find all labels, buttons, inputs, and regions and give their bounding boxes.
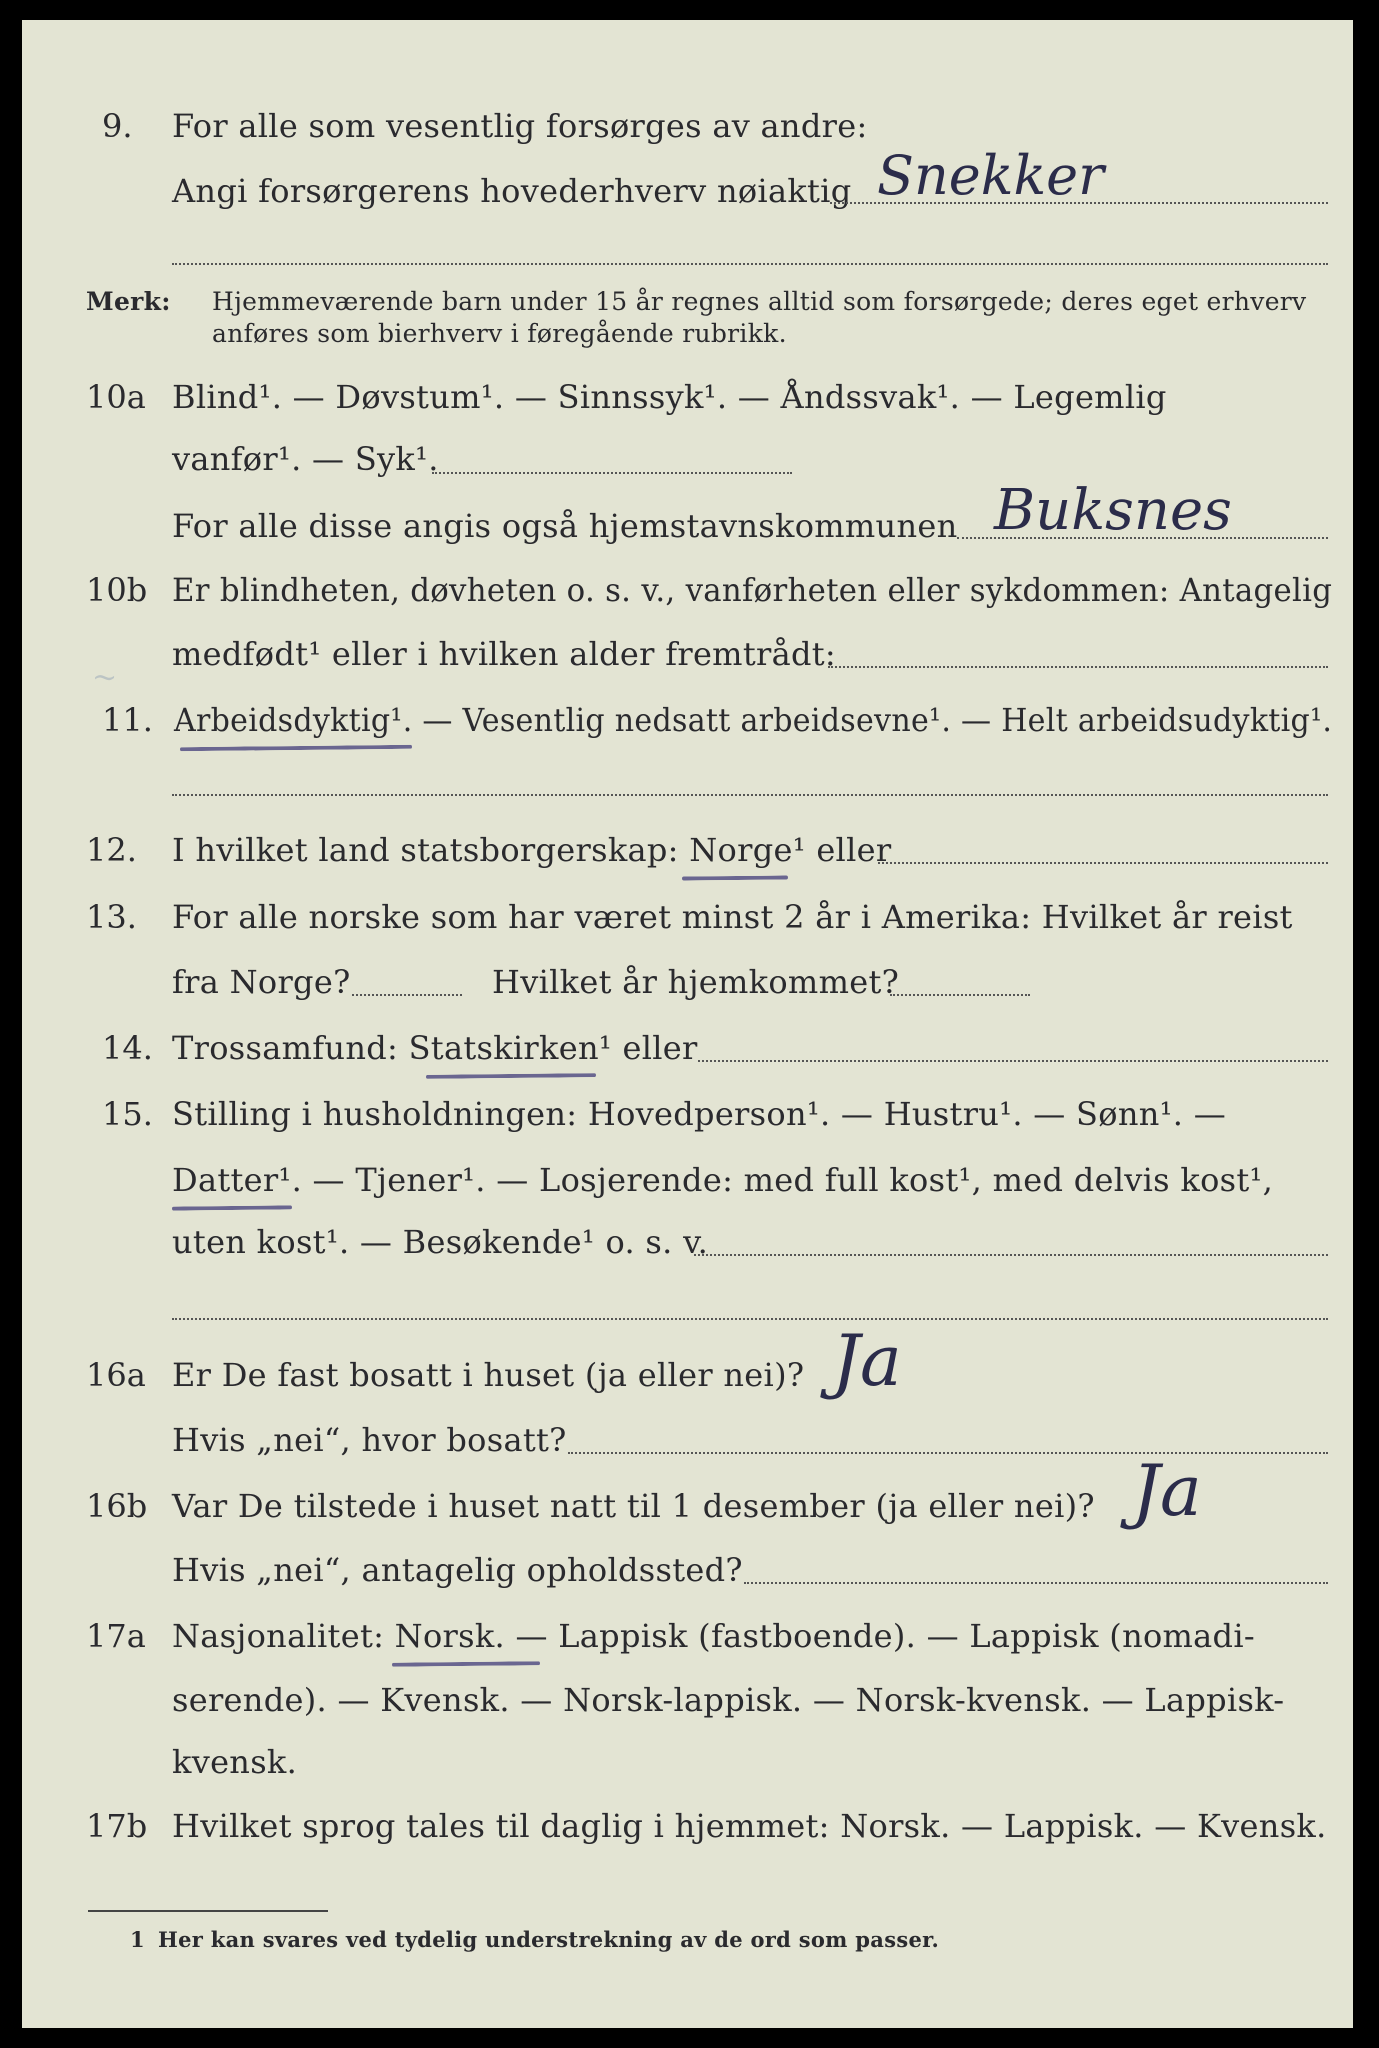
question-number-9: 9. [102,107,133,145]
merk-line-1: Hjemmeværende barn under 15 år regnes alltid som forsørgede; deres eget erhverv [212,287,1307,316]
bleed-through-mark: ~ [90,659,119,696]
q17a-line-3: kvensk. [172,1743,298,1781]
question-number-16b: 16b [86,1487,148,1525]
q10a-line-1: Blind¹. — Døvstum¹. — Sinnssyk¹. — Åndssvak¹. — Legemlig [172,378,1167,416]
q16a-handwritten-answer: Ja [832,1320,902,1402]
q11-extra-line[interactable] [172,794,1328,796]
question-number-10b: 10b [86,571,148,609]
q14-line-1: Trossamfund: Statskirken¹ eller [172,1029,698,1067]
q9-line-1: For alle som vesentlig forsørges av andre: [172,107,868,145]
q15-extra-line[interactable] [172,1318,1328,1320]
q16a-line-1: Er De fast bosatt i huset (ja eller nei)? [172,1356,805,1394]
q12-line-1: I hvilket land statsborgerskap: Norge¹ eller [172,831,892,869]
underline-norge [682,875,788,880]
q13-hjemkommet-line[interactable] [890,994,1030,996]
q9-extra-line[interactable] [172,263,1328,265]
q12-answer-line[interactable] [878,862,1328,864]
q9-line-2: Angi forsørgerens hovederhverv nøiaktig [172,172,852,210]
q17a-line-2: serende). — Kvensk. — Norsk-lappisk. — Norsk-kvensk. — Lappisk- [172,1681,1285,1719]
q10b-answer-line[interactable] [828,666,1328,668]
question-number-17a: 17a [86,1617,146,1655]
q13-line-2a: fra Norge? [172,963,351,1001]
q17a-line-1: Nasjonalitet: Norsk. — Lappisk (fastboende). — Lappisk (nomadi- [172,1617,1255,1655]
q17b-line-1: Hvilket sprog tales til daglig i hjemmet: Norsk. — Lappisk. — Kvensk. [172,1807,1327,1845]
footnote-rule [88,1910,328,1912]
q10a-line-2: vanfør¹. — Syk¹. [172,440,439,478]
q15-line-3: uten kost¹. — Besøkende¹ o. s. v. [172,1223,709,1261]
q16a-line-2: Hvis „nei“, hvor bosatt? [172,1421,567,1459]
q10a-syk-line[interactable] [432,472,792,474]
q15-line-1: Stilling i husholdningen: Hovedperson¹. — Hustru¹. — Sønn¹. — [172,1095,1227,1133]
q9-handwritten-answer: Snekker [877,144,1104,207]
question-number-16a: 16a [86,1356,146,1394]
q11-line-1: Arbeidsdyktig¹. — Vesentlig nedsatt arbeidsevne¹. — Helt arbeidsudyktig¹. [174,701,1333,739]
q13-line-1: For alle norske som har været minst 2 år i Amerika: Hvilket år reist [172,898,1293,936]
question-number-11: 11. [102,701,153,739]
q10a-handwritten-answer: Buksnes [994,478,1232,543]
underline-arbeidsdyktig [180,745,412,751]
question-number-12: 12. [86,831,137,869]
q15-line-2: Datter¹. — Tjener¹. — Losjerende: med full kost¹, med delvis kost¹, [172,1161,1274,1199]
question-number-13: 13. [86,898,137,936]
q10b-line-1: Er blindheten, døvheten o. s. v., vanførheten eller sykdommen: Antagelig [172,571,1333,609]
footnote-mark: 1 [130,1927,145,1952]
merk-line-2: anføres som bierhverv i føregående rubrikk. [212,319,787,348]
merk-label: Merk: [86,287,171,316]
q16b-line-2: Hvis „nei“, antagelig opholdssted? [172,1551,743,1589]
q16b-answer-line[interactable] [744,1582,1328,1584]
census-form-page [22,20,1353,2028]
underline-statskirken [426,1073,596,1079]
underline-datter [172,1205,292,1210]
q16b-line-1: Var De tilstede i huset natt til 1 desember (ja eller nei)? [172,1487,1095,1525]
footnote-text: Her kan svares ved tydelig understrekning av de ord som passer. [158,1927,940,1952]
question-number-15: 15. [102,1095,153,1133]
underline-norsk [392,1661,540,1667]
q13-line-2b: Hvilket år hjemkommet? [492,963,900,1001]
question-number-14: 14. [102,1029,153,1067]
q10b-line-2: medfødt¹ eller i hvilken alder fremtrådt: [172,635,836,673]
q16a-answer-line[interactable] [568,1452,1328,1454]
q15-answer-line[interactable] [694,1254,1328,1256]
question-number-10a: 10a [86,378,146,416]
question-number-17b: 17b [86,1807,148,1845]
q16b-handwritten-answer: Ja [1132,1450,1202,1532]
q10a-line-3: For alle disse angis også hjemstavnskommunen [172,507,958,545]
q13-reist-line[interactable] [352,994,462,996]
q14-answer-line[interactable] [698,1060,1328,1062]
